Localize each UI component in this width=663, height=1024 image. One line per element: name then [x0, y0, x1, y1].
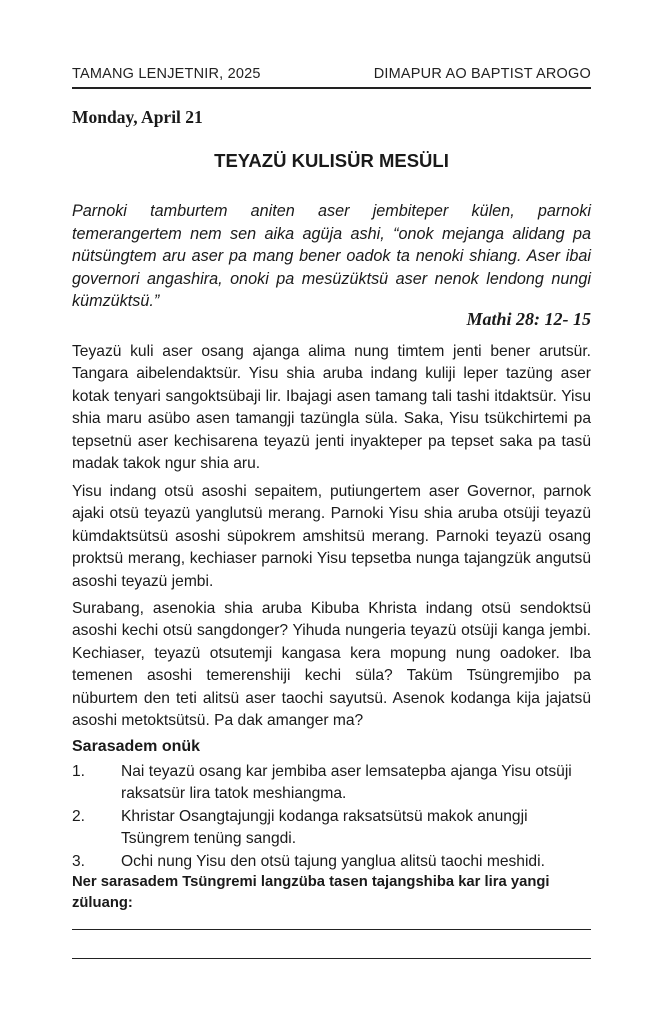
question-text: Ochi nung Yisu den otsü tajung yanglua alitsü taochi meshidi. — [121, 852, 545, 870]
header-right: DIMAPUR AO BAPTIST AROGO — [373, 66, 591, 82]
closing-prayer-prompt: Ner sarasadem Tsüngremi langzüba tasen tajangshiba kar lira yangi züluang: — [72, 874, 550, 911]
question-text: Khristar Osangtajungji kodanga raksatsütsü makok anungji Tsüngrem tenüng sangdi. — [121, 807, 528, 848]
header-left: TAMANG LENJETNIR, 2025 — [72, 66, 261, 82]
body-paragraph-2: Yisu indang otsü asoshi sepaitem, putiungertem aser Governor, parnok ajaki otsü teyazü yanglutsü merang. Parnoki Yisu shia aruba otsüji teyazü kümdaktsütsü asoshi süpokrem amshitsü merang. Parnoki teyazü osang proktsü merang, kechiaser parnoki Yisu tepsetba nunga tajangzük angutsü asoshi teyazü jembi. — [72, 483, 591, 590]
running-header — [72, 66, 591, 82]
question-number: 1. — [72, 763, 86, 780]
header-divider — [72, 87, 591, 89]
body-paragraph-1: Teyazü kuli aser osang ajanga alima nung timtem jenti bener arutsür. Tangara aibelendaktsür. Yisu shia aruba indang kuliji leper tazüng aser kotak tenyari sangoktsübaji lir. Ibajagi asen tamang tali tashi itdaktsür. Yisu shia maru asübo asen tamangji tazüngla süla. Saka, Yisu tsükchirtemi pa tepsetnü aser kechisarena teyazü jenti inyakteper pa tepset saka pa tasü madak takok ngur shia aru. — [72, 343, 591, 473]
writing-line-2 — [72, 958, 591, 959]
question-item-2 — [72, 806, 591, 851]
writing-line-1 — [72, 929, 591, 930]
question-item-1 — [72, 761, 591, 806]
devotion-title: TEYAZÜ KULISÜR MESÜLI — [214, 150, 449, 171]
body-paragraph-3: Surabang, asenokia shia aruba Kibuba Khrista indang otsü sendoktsü asoshi kechi otsü sangdonger? Yihuda nungeria teyazü otsüji kanga jembi. Kechiaser, teyazü otsutemji kangasa kera mopung nung oadoker. Iba temenen asoshi temerenshiji kechi süla? Taküm Tsüngremjibo pa nüburtem den teti alitsü aser taochi sayutsü. Asenok kodanga kija jajatsü asoshi metoktsütsü. Pa dak amanger ma? — [72, 600, 591, 730]
devotion-date: Monday, April 21 — [72, 107, 203, 127]
question-text: Nai teyazü osang kar jembiba aser lemsatepba ajanga Yisu otsüji raksatsür lira tatok meshiangma. — [121, 763, 572, 803]
question-number: 2. — [72, 807, 86, 825]
scripture-reference: Mathi 28: 12- 15 — [466, 309, 591, 329]
questions-heading: Sarasadem onük — [72, 738, 201, 755]
question-item-3 — [72, 851, 591, 873]
questions-list — [72, 761, 591, 873]
question-number: 3. — [72, 852, 86, 870]
scripture-passage: Parnoki tamburtem aniten aser jembiteper külen, parnoki temerangertem nem sen aika agüja ashi, “onok mejanga alidang pa nütsüngtem aru aser pa mang bener oadok ta nenoki shiang. Aser ibai governori angashira, onoki pa mesüzüktsü aser nenok lendong nungi kümzüktsü.” — [72, 202, 591, 310]
